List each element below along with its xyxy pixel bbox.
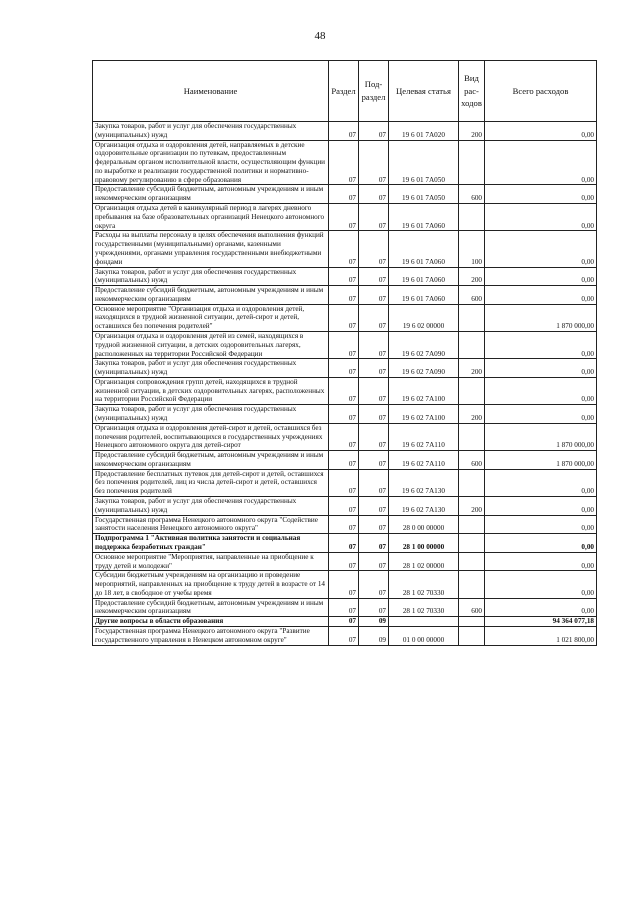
row-amount: 0,00 xyxy=(485,552,597,571)
table-row xyxy=(93,515,597,534)
row-section: 07 xyxy=(329,469,359,496)
row-expense-type: 200 xyxy=(459,359,485,378)
header-subsection: Под-раздел xyxy=(359,61,389,122)
row-expense-type xyxy=(459,534,485,553)
row-target: 28 1 02 70330 xyxy=(389,571,459,598)
table-row xyxy=(93,204,597,231)
row-name: Предоставление субсидий бюджетным, автономным учреждениям и иным некоммерческим организациям xyxy=(93,451,329,470)
row-subsection: 07 xyxy=(359,469,389,496)
table-row xyxy=(93,497,597,516)
row-name: Организация отдыха и оздоровления детей-сирот и детей, оставшихся без попечения родителей, воспитывающихся в государственных учреждениях Ненецкого автономного округа для детей-сирот xyxy=(93,423,329,450)
row-name: Подпрограмма 1 "Активная политика занятости и социальная поддержка безработных граждан" xyxy=(93,534,329,553)
row-section: 07 xyxy=(329,359,359,378)
row-target: 01 0 00 00000 xyxy=(389,626,459,645)
table-row xyxy=(93,534,597,553)
row-subsection: 07 xyxy=(359,515,389,534)
row-subsection: 07 xyxy=(359,267,389,286)
row-subsection: 07 xyxy=(359,286,389,305)
table-row xyxy=(93,626,597,645)
row-expense-type: 200 xyxy=(459,497,485,516)
row-target: 19 6 01 7А020 xyxy=(389,122,459,141)
row-expense-type: 600 xyxy=(459,598,485,617)
row-name: Предоставление бесплатных путевок для детей-сирот и детей, оставшихся без попечения родителей, лиц из числа детей-сирот и детей, оставшихся без попечения родителей xyxy=(93,469,329,496)
table-row xyxy=(93,377,597,404)
header-target: Целевая статья xyxy=(389,61,459,122)
row-amount: 0,00 xyxy=(485,231,597,267)
table-row xyxy=(93,286,597,305)
row-subsection: 07 xyxy=(359,497,389,516)
row-amount: 0,00 xyxy=(485,140,597,185)
row-target: 28 1 00 00000 xyxy=(389,534,459,553)
row-section: 07 xyxy=(329,140,359,185)
row-section: 07 xyxy=(329,626,359,645)
row-name: Предоставление субсидий бюджетным, автономным учреждениям и иным некоммерческим организациям xyxy=(93,598,329,617)
row-section: 07 xyxy=(329,377,359,404)
row-name: Предоставление субсидий бюджетным, автономным учреждениям и иным некоммерческим организациям xyxy=(93,286,329,305)
row-expense-type: 600 xyxy=(459,451,485,470)
row-amount: 1 870 000,00 xyxy=(485,451,597,470)
row-section: 07 xyxy=(329,185,359,204)
row-expense-type xyxy=(459,423,485,450)
row-subsection: 07 xyxy=(359,598,389,617)
table-row xyxy=(93,359,597,378)
header-expense-type: Вид рас-ходов xyxy=(459,61,485,122)
row-target: 19 6 02 7А130 xyxy=(389,469,459,496)
row-target: 19 6 02 7А110 xyxy=(389,423,459,450)
row-amount: 94 364 077,18 xyxy=(485,617,597,627)
row-section: 07 xyxy=(329,204,359,231)
row-name: Организация сопровождения групп детей, находящихся в трудной жизненной ситуации, в детских оздоровительных лагерях, расположенных на территории Российской Федерации xyxy=(93,377,329,404)
row-name: Закупка товаров, работ и услуг для обеспечения государственных (муниципальных) нужд xyxy=(93,497,329,516)
row-section: 07 xyxy=(329,515,359,534)
row-section: 07 xyxy=(329,451,359,470)
table-row xyxy=(93,552,597,571)
row-target: 19 6 01 7А050 xyxy=(389,185,459,204)
row-amount: 0,00 xyxy=(485,267,597,286)
row-expense-type xyxy=(459,469,485,496)
row-subsection: 07 xyxy=(359,204,389,231)
row-name: Государственная программа Ненецкого автономного округа "Содействие занятости населения Ненецкого автономного округа" xyxy=(93,515,329,534)
table-row xyxy=(93,405,597,424)
row-section: 07 xyxy=(329,231,359,267)
row-target: 19 6 02 00000 xyxy=(389,304,459,331)
row-amount: 0,00 xyxy=(485,598,597,617)
row-amount: 0,00 xyxy=(485,497,597,516)
row-expense-type: 600 xyxy=(459,185,485,204)
row-expense-type xyxy=(459,204,485,231)
row-section: 07 xyxy=(329,571,359,598)
row-subsection: 07 xyxy=(359,122,389,141)
row-subsection: 07 xyxy=(359,140,389,185)
row-section: 07 xyxy=(329,267,359,286)
row-expense-type xyxy=(459,552,485,571)
row-name: Субсидии бюджетным учреждениям на организацию и проведение мероприятий, направленных на приобщение к труду детей в возрасте от 14 до 18 лет, в свободное от учебы время xyxy=(93,571,329,598)
table-row xyxy=(93,140,597,185)
row-subsection: 07 xyxy=(359,185,389,204)
row-subsection: 07 xyxy=(359,534,389,553)
row-amount: 0,00 xyxy=(485,571,597,598)
row-target: 19 6 01 7А060 xyxy=(389,267,459,286)
row-amount: 1 021 800,00 xyxy=(485,626,597,645)
table-row xyxy=(93,469,597,496)
row-amount: 0,00 xyxy=(485,122,597,141)
row-expense-type xyxy=(459,571,485,598)
row-amount: 0,00 xyxy=(485,405,597,424)
row-expense-type xyxy=(459,617,485,627)
table-row xyxy=(93,231,597,267)
row-subsection: 07 xyxy=(359,331,389,358)
row-target: 19 6 01 7А050 xyxy=(389,140,459,185)
row-name: Основное мероприятие "Организация отдыха и оздоровления детей, находящихся в трудной жизненной ситуации, детей-сирот и детей, оставшихся без попечения родителей" xyxy=(93,304,329,331)
row-section: 07 xyxy=(329,405,359,424)
row-amount: 0,00 xyxy=(485,185,597,204)
row-subsection: 07 xyxy=(359,231,389,267)
row-amount: 0,00 xyxy=(485,534,597,553)
row-expense-type: 200 xyxy=(459,267,485,286)
row-section: 07 xyxy=(329,122,359,141)
row-section: 07 xyxy=(329,552,359,571)
row-target: 19 6 02 7А090 xyxy=(389,359,459,378)
row-name: Государственная программа Ненецкого автономного округа "Развитие государственного управления в Ненецком автономном округе" xyxy=(93,626,329,645)
row-subsection: 07 xyxy=(359,552,389,571)
header-name: Наименование xyxy=(93,61,329,122)
table-row xyxy=(93,571,597,598)
row-amount: 0,00 xyxy=(485,331,597,358)
table-row xyxy=(93,267,597,286)
row-subsection: 07 xyxy=(359,423,389,450)
row-amount: 0,00 xyxy=(485,377,597,404)
row-subsection: 09 xyxy=(359,617,389,627)
row-name: Предоставление субсидий бюджетным, автономным учреждениям и иным некоммерческим организациям xyxy=(93,185,329,204)
row-section: 07 xyxy=(329,423,359,450)
row-name: Закупка товаров, работ и услуг для обеспечения государственных (муниципальных) нужд xyxy=(93,359,329,378)
row-subsection: 07 xyxy=(359,359,389,378)
row-section: 07 xyxy=(329,534,359,553)
row-expense-type: 100 xyxy=(459,231,485,267)
row-section: 07 xyxy=(329,497,359,516)
row-target: 19 6 02 7А100 xyxy=(389,405,459,424)
row-target: 19 6 02 7А130 xyxy=(389,497,459,516)
row-expense-type xyxy=(459,140,485,185)
row-subsection: 07 xyxy=(359,405,389,424)
row-subsection: 07 xyxy=(359,451,389,470)
budget-table xyxy=(92,60,597,646)
row-name: Закупка товаров, работ и услуг для обеспечения государственных (муниципальных) нужд xyxy=(93,405,329,424)
row-amount: 0,00 xyxy=(485,469,597,496)
row-amount: 0,00 xyxy=(485,359,597,378)
row-amount: 0,00 xyxy=(485,286,597,305)
table-header-row xyxy=(93,61,597,122)
row-expense-type: 200 xyxy=(459,405,485,424)
row-name: Другие вопросы в области образования xyxy=(93,617,329,627)
row-section: 07 xyxy=(329,617,359,627)
table-row xyxy=(93,185,597,204)
row-subsection: 07 xyxy=(359,304,389,331)
row-amount: 0,00 xyxy=(485,515,597,534)
row-name: Организация отдыха и оздоровления детей, направляемых в детские оздоровительные организации по путевкам, предоставленным федеральным органом исполнительной власти, осуществляющим функции по выработке и реализации государственной политики и нормативно-правовому регулированию в сфере образования xyxy=(93,140,329,185)
row-target: 19 6 01 7А060 xyxy=(389,204,459,231)
row-name: Основное мероприятие "Мероприятия, направленные на приобщение к труду детей и молодежи" xyxy=(93,552,329,571)
row-section: 07 xyxy=(329,304,359,331)
header-total: Всего расходов xyxy=(485,61,597,122)
row-subsection: 07 xyxy=(359,377,389,404)
row-expense-type xyxy=(459,304,485,331)
row-section: 07 xyxy=(329,598,359,617)
row-target: 19 6 02 7А100 xyxy=(389,377,459,404)
table-row xyxy=(93,304,597,331)
row-target: 28 0 00 00000 xyxy=(389,515,459,534)
row-section: 07 xyxy=(329,331,359,358)
row-target: 19 6 01 7А060 xyxy=(389,286,459,305)
row-target xyxy=(389,617,459,627)
table-row xyxy=(93,423,597,450)
table-row xyxy=(93,331,597,358)
row-expense-type xyxy=(459,377,485,404)
table-row xyxy=(93,122,597,141)
row-amount: 0,00 xyxy=(485,204,597,231)
table-row xyxy=(93,617,597,627)
row-target: 19 6 02 7А110 xyxy=(389,451,459,470)
row-name: Закупка товаров, работ и услуг для обеспечения государственных (муниципальных) нужд xyxy=(93,267,329,286)
row-target: 19 6 02 7А090 xyxy=(389,331,459,358)
page-number: 48 xyxy=(314,30,326,42)
row-amount: 1 870 000,00 xyxy=(485,423,597,450)
row-target: 19 6 01 7А060 xyxy=(389,231,459,267)
row-target: 28 1 02 70330 xyxy=(389,598,459,617)
row-name: Расходы на выплаты персоналу в целях обеспечения выполнения функций государственными (муниципальными) органами, казенными учреждениями, органами управления государственными внебюджетными фондами xyxy=(93,231,329,267)
table-row xyxy=(93,451,597,470)
header-section: Раздел xyxy=(329,61,359,122)
row-expense-type: 600 xyxy=(459,286,485,305)
row-name: Закупка товаров, работ и услуг для обеспечения государственных (муниципальных) нужд xyxy=(93,122,329,141)
row-subsection: 09 xyxy=(359,626,389,645)
row-expense-type xyxy=(459,331,485,358)
row-expense-type xyxy=(459,626,485,645)
row-target: 28 1 02 00000 xyxy=(389,552,459,571)
table-row xyxy=(93,598,597,617)
row-section: 07 xyxy=(329,286,359,305)
row-name: Организация отдыха детей в каникулярный период в лагерях дневного пребывания на базе образовательных организаций Ненецкого автономного округа xyxy=(93,204,329,231)
row-amount: 1 870 000,00 xyxy=(485,304,597,331)
row-subsection: 07 xyxy=(359,571,389,598)
row-expense-type xyxy=(459,515,485,534)
row-name: Организация отдыха и оздоровления детей из семей, находящихся в трудной жизненной ситуации, в детских оздоровительных лагерях, расположенных на территории Российской Федерации xyxy=(93,331,329,358)
row-expense-type: 200 xyxy=(459,122,485,141)
